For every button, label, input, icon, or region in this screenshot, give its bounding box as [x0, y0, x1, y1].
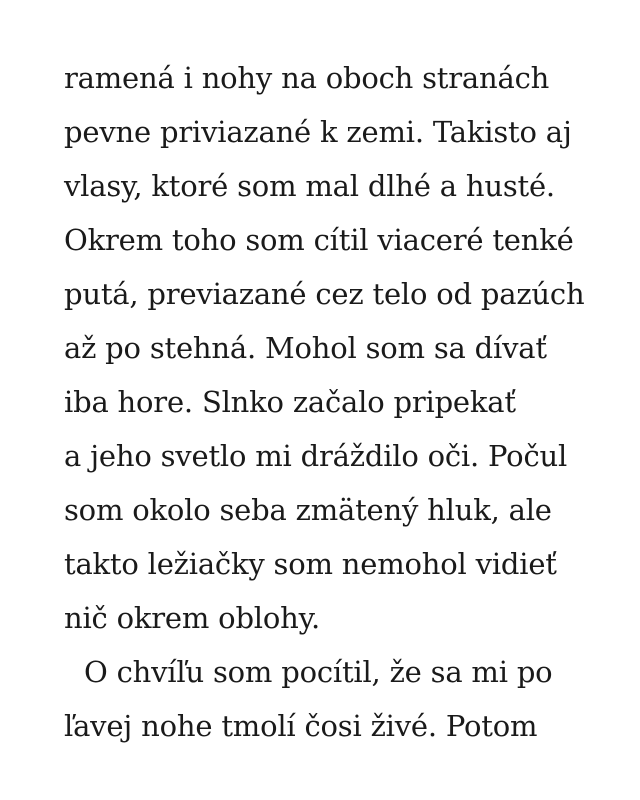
text-line: vlasy, ktoré som mal dlhé a husté.	[64, 169, 555, 203]
text-line: Okrem toho som cítil viaceré tenké	[64, 223, 574, 257]
text-line: až po stehná. Mohol som sa dívať	[64, 331, 547, 365]
text-line: takto ležiačky som nemohol vidieť	[64, 547, 557, 581]
text-line: pevne priviazané k zemi. Takisto aj	[64, 115, 572, 149]
text-line: ramená i nohy na oboch stranách	[64, 61, 550, 95]
text-line: a jeho svetlo mi dráždilo oči. Počul	[64, 439, 568, 473]
text-line: ľavej nohe tmolí čosi živé. Potom	[64, 709, 538, 743]
text-line: nič okrem oblohy.	[64, 601, 320, 635]
text-line: som okolo seba zmätený hluk, ale	[64, 493, 552, 527]
text-line: putá, previazané cez telo od pazúch	[64, 277, 585, 311]
paragraph-first-line: O chvíľu som pocítil, že sa mi po	[84, 655, 553, 689]
text-line: iba hore. Slnko začalo pripekať	[64, 385, 516, 419]
